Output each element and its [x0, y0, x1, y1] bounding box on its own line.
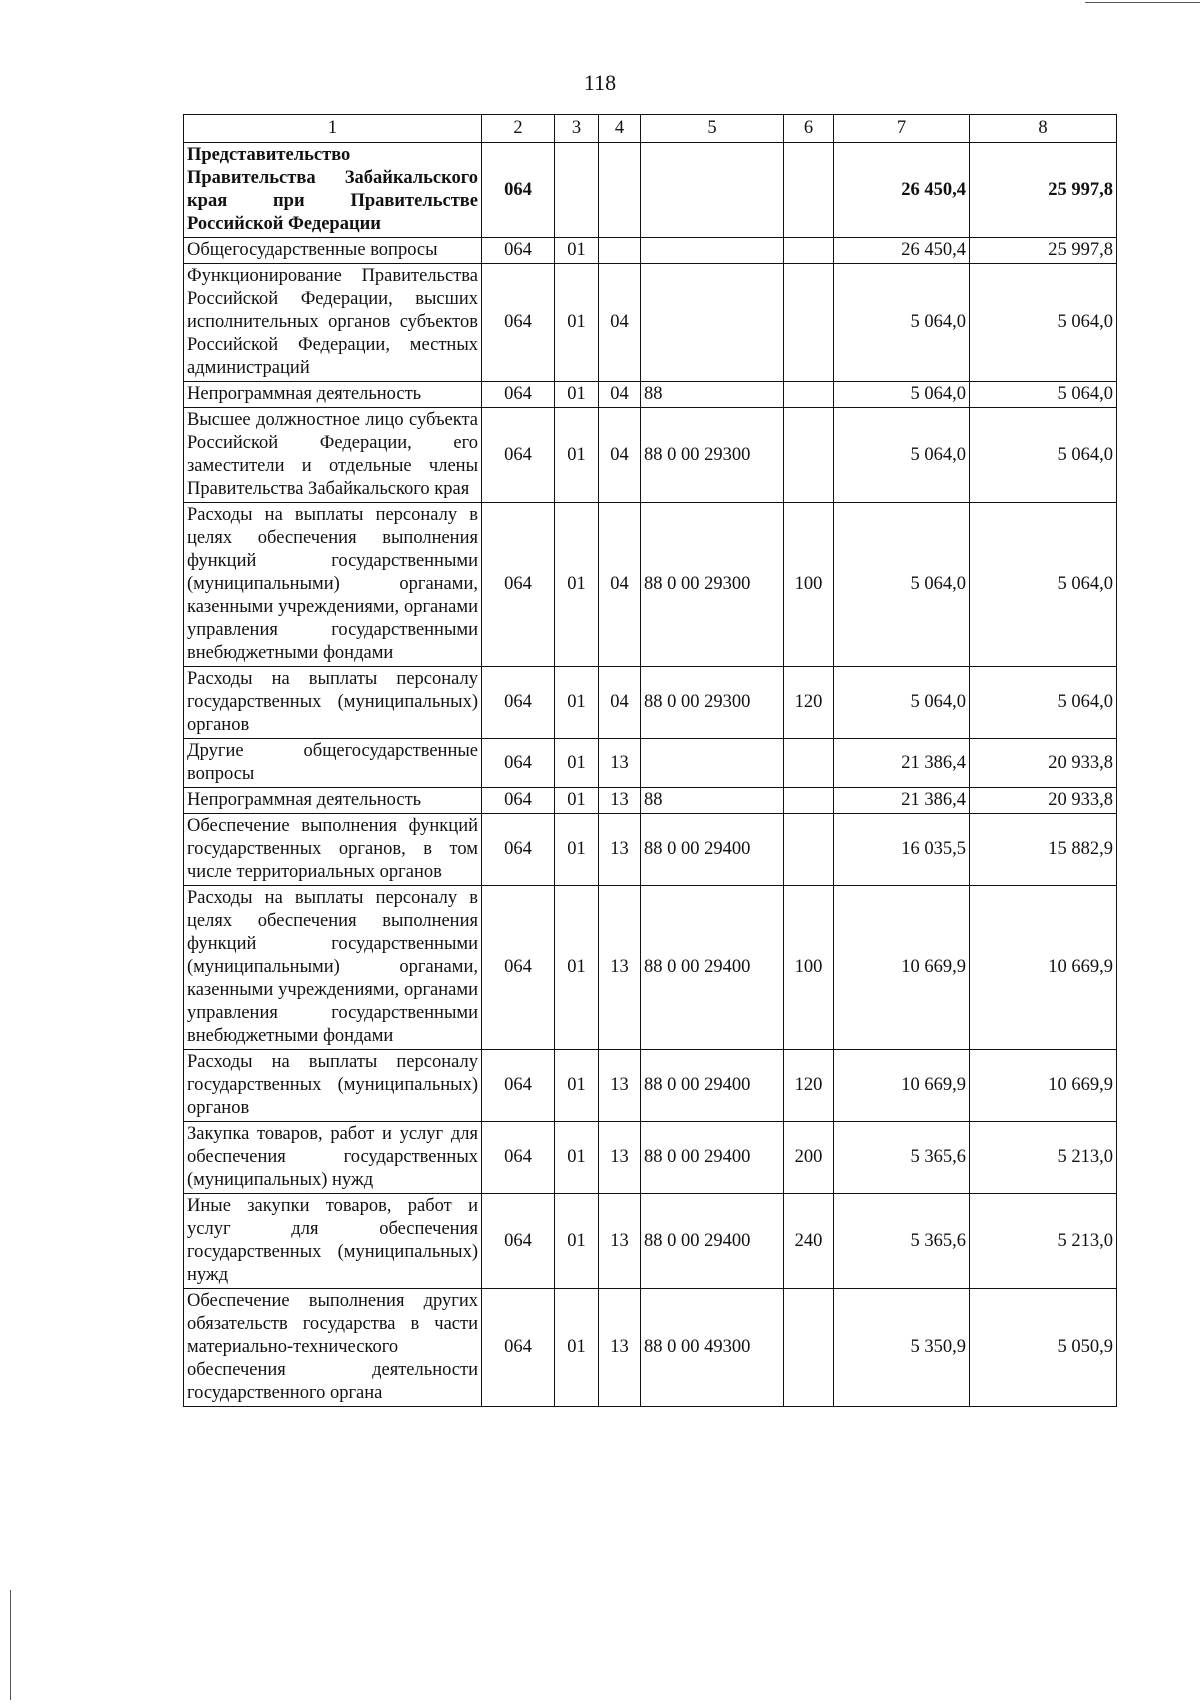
row-target-article-cell: 88 0 00 29400	[641, 814, 784, 886]
row-amount-2-cell: 5 213,0	[970, 1122, 1117, 1194]
row-section-cell: 01	[555, 382, 599, 408]
table-row	[184, 1194, 1117, 1289]
row-subsection-cell: 13	[599, 1194, 641, 1289]
row-subsection-cell: 13	[599, 1289, 641, 1407]
row-section-cell: 01	[555, 1289, 599, 1407]
row-name-cell: Расходы на выплаты персоналу в целях обеспечения выполнения функций государственными (муниципальными) органами, казенными учреждениями, органами управления государственными внебюджетными фондами	[184, 886, 482, 1050]
table-row	[184, 408, 1117, 503]
header-cell: 4	[599, 115, 641, 143]
row-name-cell: Расходы на выплаты персоналу государственных (муниципальных) органов	[184, 667, 482, 739]
row-amount-2-cell: 25 997,8	[970, 143, 1117, 238]
row-amount-2-cell: 20 933,8	[970, 739, 1117, 788]
row-section-cell: 01	[555, 264, 599, 382]
row-code-cell: 064	[482, 503, 555, 667]
row-name-cell: Непрограммная деятельность	[184, 382, 482, 408]
table-row	[184, 143, 1117, 238]
row-section-cell: 01	[555, 814, 599, 886]
row-expense-type-cell	[784, 788, 834, 814]
row-name-cell: Иные закупки товаров, работ и услуг для обеспечения государственных (муниципальных) нужд	[184, 1194, 482, 1289]
table-row	[184, 264, 1117, 382]
row-expense-type-cell	[784, 264, 834, 382]
row-expense-type-cell: 240	[784, 1194, 834, 1289]
table-row	[184, 667, 1117, 739]
row-code-cell: 064	[482, 1050, 555, 1122]
row-target-article-cell: 88	[641, 788, 784, 814]
row-expense-type-cell	[784, 238, 834, 264]
header-cell: 2	[482, 115, 555, 143]
row-amount-1-cell: 21 386,4	[834, 788, 970, 814]
header-cell: 3	[555, 115, 599, 143]
row-expense-type-cell: 100	[784, 503, 834, 667]
scan-edge-line-top	[1085, 2, 1200, 3]
row-code-cell: 064	[482, 264, 555, 382]
row-expense-type-cell: 120	[784, 667, 834, 739]
row-expense-type-cell	[784, 143, 834, 238]
row-name-cell: Общегосударственные вопросы	[184, 238, 482, 264]
row-expense-type-cell: 100	[784, 886, 834, 1050]
row-amount-1-cell: 5 350,9	[834, 1289, 970, 1407]
scan-edge-line-left	[10, 1590, 11, 1700]
row-section-cell: 01	[555, 238, 599, 264]
row-amount-2-cell: 5 213,0	[970, 1194, 1117, 1289]
row-amount-1-cell: 5 064,0	[834, 382, 970, 408]
row-code-cell: 064	[482, 1289, 555, 1407]
row-code-cell: 064	[482, 667, 555, 739]
row-subsection-cell: 04	[599, 382, 641, 408]
row-code-cell: 064	[482, 1194, 555, 1289]
row-section-cell: 01	[555, 503, 599, 667]
row-subsection-cell: 04	[599, 667, 641, 739]
row-target-article-cell: 88 0 00 49300	[641, 1289, 784, 1407]
row-code-cell: 064	[482, 408, 555, 503]
row-amount-2-cell: 5 064,0	[970, 503, 1117, 667]
row-name-cell: Представительство Правительства Забайкальского края при Правительстве Российской Федерации	[184, 143, 482, 238]
row-name-cell: Другие общегосударственные вопросы	[184, 739, 482, 788]
row-subsection-cell	[599, 238, 641, 264]
table-row	[184, 1289, 1117, 1407]
table-row	[184, 814, 1117, 886]
row-code-cell: 064	[482, 238, 555, 264]
row-section-cell: 01	[555, 408, 599, 503]
row-expense-type-cell	[784, 382, 834, 408]
row-target-article-cell: 88 0 00 29400	[641, 1194, 784, 1289]
row-amount-1-cell: 5 064,0	[834, 503, 970, 667]
table-body	[184, 115, 1117, 1407]
row-expense-type-cell	[784, 814, 834, 886]
row-amount-1-cell: 10 669,9	[834, 1050, 970, 1122]
row-target-article-cell: 88 0 00 29400	[641, 886, 784, 1050]
row-section-cell	[555, 143, 599, 238]
row-target-article-cell: 88 0 00 29300	[641, 667, 784, 739]
row-amount-2-cell: 5 064,0	[970, 408, 1117, 503]
table-row	[184, 382, 1117, 408]
budget-table	[183, 114, 1117, 1407]
table-row	[184, 1122, 1117, 1194]
table-row	[184, 788, 1117, 814]
row-target-article-cell	[641, 264, 784, 382]
row-subsection-cell: 04	[599, 503, 641, 667]
row-name-cell: Функционирование Правительства Российской Федерации, высших исполнительных органов субъектов Российской Федерации, местных администраций	[184, 264, 482, 382]
row-target-article-cell	[641, 143, 784, 238]
row-subsection-cell: 04	[599, 408, 641, 503]
row-subsection-cell: 13	[599, 1122, 641, 1194]
row-target-article-cell: 88 0 00 29300	[641, 408, 784, 503]
row-target-article-cell	[641, 238, 784, 264]
row-amount-2-cell: 10 669,9	[970, 1050, 1117, 1122]
row-section-cell: 01	[555, 1050, 599, 1122]
row-amount-1-cell: 16 035,5	[834, 814, 970, 886]
row-section-cell: 01	[555, 886, 599, 1050]
row-section-cell: 01	[555, 1122, 599, 1194]
header-cell: 6	[784, 115, 834, 143]
row-amount-1-cell: 26 450,4	[834, 143, 970, 238]
table-row	[184, 886, 1117, 1050]
row-name-cell: Обеспечение выполнения других обязательств государства в части материально-технического обеспечения деятельности государственного органа	[184, 1289, 482, 1407]
row-section-cell: 01	[555, 739, 599, 788]
header-cell: 5	[641, 115, 784, 143]
table-row	[184, 503, 1117, 667]
row-name-cell: Закупка товаров, работ и услуг для обеспечения государственных (муниципальных) нужд	[184, 1122, 482, 1194]
row-name-cell: Высшее должностное лицо субъекта Российской Федерации, его заместители и отдельные члены Правительства Забайкальского края	[184, 408, 482, 503]
header-cell: 7	[834, 115, 970, 143]
row-amount-1-cell: 5 365,6	[834, 1122, 970, 1194]
row-subsection-cell: 13	[599, 739, 641, 788]
row-amount-2-cell: 5 050,9	[970, 1289, 1117, 1407]
row-code-cell: 064	[482, 814, 555, 886]
row-amount-1-cell: 21 386,4	[834, 739, 970, 788]
row-target-article-cell: 88 0 00 29300	[641, 503, 784, 667]
row-code-cell: 064	[482, 886, 555, 1050]
row-target-article-cell: 88 0 00 29400	[641, 1050, 784, 1122]
page-number: 118	[583, 70, 617, 95]
row-code-cell: 064	[482, 382, 555, 408]
row-name-cell: Расходы на выплаты персоналу в целях обеспечения выполнения функций государственными (муниципальными) органами, казенными учреждениями, органами управления государственными внебюджетными фондами	[184, 503, 482, 667]
row-section-cell: 01	[555, 667, 599, 739]
header-cell: 1	[184, 115, 482, 143]
row-amount-1-cell: 5 064,0	[834, 667, 970, 739]
table-header-row	[184, 115, 1117, 143]
row-code-cell: 064	[482, 788, 555, 814]
row-expense-type-cell: 200	[784, 1122, 834, 1194]
row-name-cell: Расходы на выплаты персоналу государственных (муниципальных) органов	[184, 1050, 482, 1122]
row-subsection-cell: 13	[599, 886, 641, 1050]
row-subsection-cell: 04	[599, 264, 641, 382]
row-subsection-cell: 13	[599, 788, 641, 814]
row-section-cell: 01	[555, 1194, 599, 1289]
row-subsection-cell	[599, 143, 641, 238]
row-subsection-cell: 13	[599, 814, 641, 886]
row-amount-2-cell: 20 933,8	[970, 788, 1117, 814]
row-target-article-cell	[641, 739, 784, 788]
row-code-cell: 064	[482, 1122, 555, 1194]
header-cell: 8	[970, 115, 1117, 143]
row-code-cell: 064	[482, 739, 555, 788]
row-amount-1-cell: 10 669,9	[834, 886, 970, 1050]
row-section-cell: 01	[555, 788, 599, 814]
row-subsection-cell: 13	[599, 1050, 641, 1122]
row-amount-2-cell: 10 669,9	[970, 886, 1117, 1050]
row-name-cell: Непрограммная деятельность	[184, 788, 482, 814]
row-amount-2-cell: 25 997,8	[970, 238, 1117, 264]
row-amount-2-cell: 5 064,0	[970, 667, 1117, 739]
row-amount-1-cell: 5 365,6	[834, 1194, 970, 1289]
row-expense-type-cell	[784, 1289, 834, 1407]
table-row	[184, 739, 1117, 788]
row-expense-type-cell: 120	[784, 1050, 834, 1122]
row-amount-2-cell: 15 882,9	[970, 814, 1117, 886]
row-target-article-cell: 88 0 00 29400	[641, 1122, 784, 1194]
row-amount-1-cell: 5 064,0	[834, 264, 970, 382]
table-row	[184, 238, 1117, 264]
row-expense-type-cell	[784, 408, 834, 503]
row-amount-1-cell: 5 064,0	[834, 408, 970, 503]
row-name-cell: Обеспечение выполнения функций государственных органов, в том числе территориальных органов	[184, 814, 482, 886]
row-code-cell: 064	[482, 143, 555, 238]
row-amount-2-cell: 5 064,0	[970, 264, 1117, 382]
table-row	[184, 1050, 1117, 1122]
row-expense-type-cell	[784, 739, 834, 788]
row-amount-1-cell: 26 450,4	[834, 238, 970, 264]
row-amount-2-cell: 5 064,0	[970, 382, 1117, 408]
row-target-article-cell: 88	[641, 382, 784, 408]
